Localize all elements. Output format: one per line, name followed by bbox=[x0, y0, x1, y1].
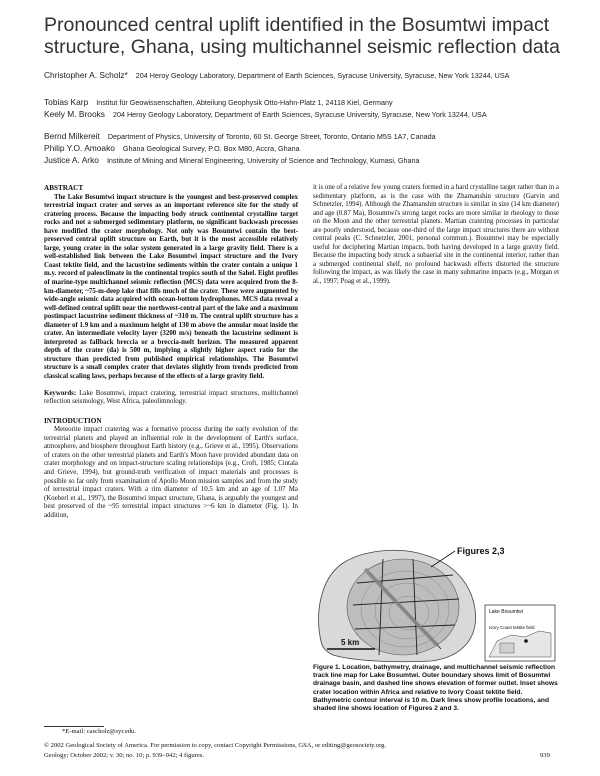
keywords-text: Lake Bosumtwi, impact cratering, terrestrial impact structures, multichannel reflection seismology, West Africa, paleolimnology. bbox=[44, 389, 298, 406]
figure-1-caption: Figure 1. Location, bathymetry, drainage, and multichannel seismic reflection track line map for Lake Bosumtwi. Outer boundary shows limit of Bosumtwi drainage basin, and dashed line shows elevation of former outlet. Inset shows crater location within Africa and relative to Ivory Coast tektite field. Bathymetric contour interval is 10 m. Dark lines show profile locations, and shaded line shows location of Figures 2 and 3. bbox=[313, 664, 558, 713]
bathymetry-map bbox=[319, 546, 505, 662]
figure-1-map bbox=[313, 545, 559, 663]
author-block-2 bbox=[44, 97, 564, 108]
author-block-1 bbox=[44, 70, 564, 81]
author-block-4 bbox=[44, 131, 564, 142]
introduction-heading: INTRODUCTION bbox=[44, 416, 102, 425]
page-number: 939 bbox=[540, 752, 550, 759]
right-column-text: it is one of a relative few young craters formed in a hard crystalline target rather than in a sedimentary platform, as is the case with the Zhamanshin structure (Garvin and Schnetzler, 1994). Although the Zhamanshin structure is similar in size (14 km diameter) and age (0.87 Ma), Bosumtwi's strong target rocks are more similar in rheology to those on the Moon and the other terrestrial planets. Martian cratering processes in particular are poorly understood, because one-third of the large impact structures there are without central peaks (C. Schnetzler, 2001, personal commun.). Bosumtwi may be especially useful for deciphering Martian impacts, both having developed in a large gravity field. Because the impacting body struck a subaerial site in the continental interior, rather than a submerged continental shelf, no profound backwash effects distorted the structure following the impact, as was likely the case in many submarine impacts (e.g., Morgan et al., 1997; Poag et al., 1999). bbox=[313, 184, 559, 286]
crater-location-marker bbox=[524, 639, 528, 643]
footnote: *E-mail: cascholz@syr.edu. bbox=[62, 728, 137, 735]
scale-bar-label: 5 km bbox=[341, 638, 360, 647]
author-affiliation: 204 Heroy Geology Laboratory, Department of Earth Sciences, Syracuse University, Syracuse, New York 13244, USA bbox=[135, 71, 510, 80]
author-name: Bernd Milkereit bbox=[44, 131, 100, 141]
abstract-heading: ABSTRACT bbox=[44, 184, 84, 192]
author-name: Tobias Karp bbox=[44, 97, 89, 107]
footer-copyright: © 2002 Geological Society of America. For permission to copy, contact Copyright Permissions, GSA, or editing@geosociety.org. bbox=[44, 742, 387, 749]
footnote-rule bbox=[44, 726, 104, 727]
figure-callout-label: Figures 2,3 bbox=[457, 546, 505, 556]
footer-citation: Geology; October 2002; v. 30; no. 10; p. 939–942; 4 figures. bbox=[44, 752, 205, 759]
author-affiliation: Institut für Geowissenschaften, Abteilung Geophysik Otto-Hahn-Platz 1, 24118 Kiel, Germany bbox=[96, 98, 393, 107]
author-block-5 bbox=[44, 143, 564, 154]
tektite-field-area bbox=[500, 643, 514, 653]
author-block-6 bbox=[44, 155, 564, 166]
keywords bbox=[44, 390, 298, 407]
author-name: Keely M. Brooks bbox=[44, 109, 105, 119]
keywords-label: Keywords: bbox=[44, 389, 77, 397]
inset-lake-label: Lake Bosumtwi bbox=[489, 609, 523, 615]
author-name: Justice A. Arko bbox=[44, 155, 99, 165]
abstract-text: The Lake Bosumtwi impact structure is the youngest and best-preserved complex terrestrial impact crater and serves as an important reference site for the study of cratering process. Because the impacting body struck continental crystalline target rocks and not a submerged sedimentary platform, no significant backwash processes have modified the crater morphology. Not only was Bosumtwi contain the best-preserved central uplift structure on Earth, but it is the most accessible relatively large, young crater in the solar system generated in a large gravity field. There is a well-established link between the Lake Bosumtwi impact structure and the Ivory Coast tektite field, and the lacustrine sediments within the crater contain a unique 1 m.y. record of paleoclimate in the continental tropics south of the Sahel. Eight profiles of marine-type multichannel seismic reflection (MCS) data were acquired from the 8-km-diameter, ~75-m-deep lake that fills much of the crater. These were augmented by wide-angle seismic data acquired with ocean-bottom hydrophones. MCS data reveal a well-defined central uplift near the northwest-central part of the lake and a maximum postimpact lacustrine sediment thickness of ~310 m. The central uplift structure has a diameter of 1.9 km and a maximum height of 130 m above the annular moat inside the crater. An intermediate velocity layer (3200 m/s) beneath the lacustrine sediment is interpreted as fallback breccia or a breccia-melt horizon. The measured apparent depth of the crater (da) is 500 m, implying a slightly higher aspect ratio for the structure than predicted from published empirical relationships. The Bosumtwi structure is a small complex crater that deviates slightly from trends predicted from classical scaling laws, perhaps because of the effects of a large gravity field. bbox=[44, 193, 298, 381]
author-affiliation: Department of Physics, University of Toronto, 60 St. George Street, Toronto, Ontario M5S 1A7, Canada bbox=[107, 132, 436, 141]
introduction-text: Meteorite impact cratering was a formative process during the early evolution of the terrestrial planets and played an influential role in the development of Earth's surface, atmosphere, and biosphere throughout Earth history (e.g., Grieve et al., 1995). Observations of craters on the other terrestrial planets and Earth's Moon have provided abundant data on crater morphology and on impact-structure scaling relationships (e.g., Croft, 1985; Cintala and Grieve, 1994), but ground-truth verification of impact materials and processes is possible so far only from examination of Apollo Moon mission samples and from the study of terrestrial impact craters. With a rim diameter of 10.5 km and an age of 1.07 Ma (Koeberl et al., 1997), the Bosumtwi impact structure, Ghana, is arguably the youngest and best preserved of the ~95 terrestrial impact structures >~6 km in diameter (Fig. 1). In addition, bbox=[44, 426, 298, 519]
location-inset bbox=[485, 605, 555, 661]
left-column bbox=[44, 184, 298, 520]
right-column bbox=[313, 184, 559, 287]
paper-title: Pronounced central uplift identified in the Bosumtwi impact structure, Ghana, using multichannel seismic reflection data bbox=[44, 14, 560, 58]
inset-tektite-label: Ivory Coast tektite field bbox=[489, 625, 535, 630]
author-affiliation: Institute of Mining and Mineral Engineering, University of Science and Technology, Kumasi, Ghana bbox=[106, 156, 420, 165]
author-block-3 bbox=[44, 109, 564, 120]
author-affiliation: 204 Heroy Geology Laboratory, Department of Earth Sciences, Syracuse University, Syracuse, New York 13244, USA bbox=[112, 110, 487, 119]
author-name: Philip Y.O. Amoako bbox=[44, 143, 115, 153]
author-name: Christopher A. Scholz* bbox=[44, 70, 128, 80]
author-affiliation: Ghana Geological Survey, P.O. Box M80, Accra, Ghana bbox=[122, 144, 300, 153]
